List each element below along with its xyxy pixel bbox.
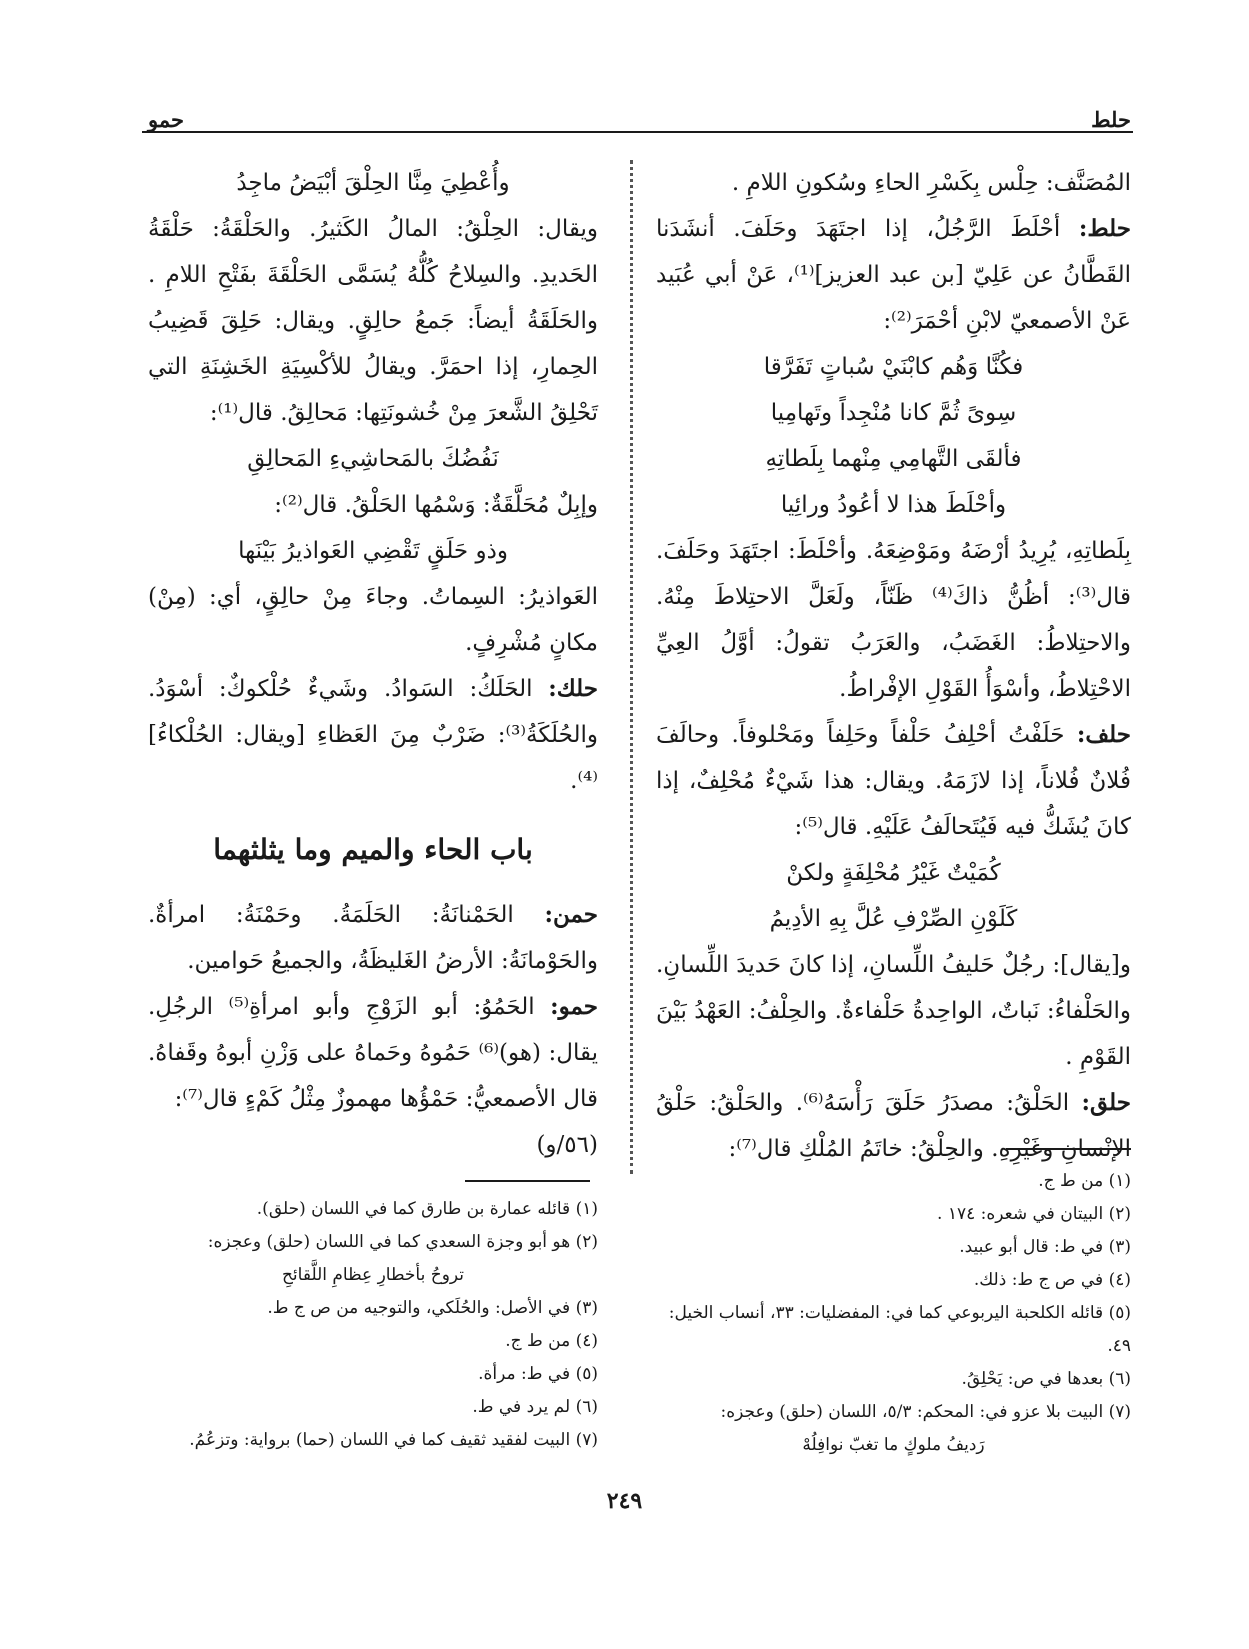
verse-line: كُمَيْتٌ غَيْرُ مُحْلِفَةٍ ولكنْ (786, 860, 1001, 886)
footnote-verse: تروحُ بأخطارِ عِظامِ اللَّقائحِ (281, 1265, 465, 1285)
entry-text: ويقال: الحِلْقُ: المالُ الكَثيرُ. والحَلْقَةُ: حَلْقَةُ الحَديدِ. والسِلاحُ كُلُّهُ يُسَمَّى الحَلْقَةَ بفَتْحِ اللامِ . والحَلَقَةُ أيضاً: جَمعُ حالِقٍ. ويقال: حَلِقَ قَضِيبُ الحِمارِ، إذا احمَرَّ. ويقالُ للأكْسِيَةِ الخَشِنَةِ التي تَحْلِقُ الشَّعرَ مِنْ خُشونَتِها: مَحالِقُ. قال⁽¹⁾: (148, 216, 598, 426)
entry-text: الحَمْنانَةُ: الحَلَمَةُ. وحَمْنَةُ: امرأةٌ. والحَوْمانَةُ: الأرضُ الغَليظَةُ، والجميعُ حَوامين. (148, 902, 598, 974)
left-column (148, 160, 598, 1168)
manuscript-ref: (٥٦/و) (536, 1132, 598, 1158)
footnote: (١) من ط ج. (1038, 1171, 1131, 1191)
footnote: (٧) البيت بلا عزو في: المحكم: ٥/٣، اللسان (حلق) وعجزه: (720, 1402, 1131, 1422)
footnote: (٢) البيتان في شعره: ١٧٤ . (937, 1204, 1131, 1224)
footnotes-left (148, 1193, 598, 1457)
headword: حلط: (1078, 215, 1131, 242)
footnote-rule (465, 1180, 590, 1182)
headword: حلف: (1076, 721, 1131, 748)
text-line: المُصَنَّف: حِلْس بِكَسْرِ الحاءِ وسُكونِ اللامِ . (731, 170, 1131, 196)
footnote: (٥) قائله الكلحبة اليربوعي كما في: المفضليات: ٣٣، أنساب الخيل: ٤٩. (668, 1303, 1131, 1356)
entry-text: حَلَفْتُ أحْلِفُ حَلْفاً وحَلِفاً ومَحْلوفاً. وحالَفَ فُلانٌ فُلاناً، إذا لازَمَهُ. ويقال: هذا شَيْءٌ مُحْلِفٌ، إذا كانَ يُشَكُّ فيه فَيُتَحالَفُ عَلَيْهِ. قال⁽⁵⁾: (656, 722, 1131, 840)
entry-text: الحَلَكُ: السَوادُ. وشَيءٌ حُلْكوكٌ: أسْوَدُ. والحُلَكَةُ⁽³⁾: ضَرْبٌ مِنَ العَظاءِ [ويقال: الحُلْكاءُ]⁽⁴⁾. (148, 676, 598, 794)
entry-hlq (656, 1080, 1131, 1172)
entry-text: و[يقال]: رجُلٌ حَليفُ اللِّسانِ، إذا كانَ حَديدَ اللِّسانِ. والحَلْفاءُ: نَباتٌ، الواحِدةُ حَلْفاءةٌ. والحِلْفُ: العَهْدُ بَيْنَ القَوْمِ . (656, 952, 1131, 1070)
footnote-verse: رَديفُ ملوكٍ ما تغبّ نوافِلُهْ (802, 1435, 985, 1455)
running-head-left: حمو (148, 107, 184, 132)
entry-text: بِلَطاتِهِ، يُرِيدُ أرْضَهُ ومَوْضِعَهُ. وأحْلَطَ: اجتَهَدَ وحَلَفَ. قال⁽³⁾: أظُنُّ ذاكَ⁽⁴⁾ ظَنّاً، ولَعَلَّ الاحتِلاطَ مِنْهُ. والاحتِلاطُ: الغَضَبُ، والعَرَبُ تقولُ: أوَّلُ العِيِّ الاحْتِلاطُ، وأسْوَأُ القَوْلِ الإفْراطُ. (656, 538, 1131, 702)
header-rule (142, 131, 1133, 133)
section-title: باب الحاء والميم وما يثلثهما (213, 833, 533, 866)
footnote: (٤) من ط ج. (505, 1331, 598, 1351)
column-divider (630, 160, 633, 1174)
verse-line: وأحْلَطَ هذا لا أعُودُ ورائِيا (780, 492, 1007, 518)
footnote-rule (1006, 1148, 1131, 1150)
right-column (656, 160, 1131, 1172)
verse-line: وأُعْطِيَ مِنَّا الحِلْقَ أبْيَضُ ماجِدُ (236, 170, 510, 196)
entry-text: أحْلَطَ الرَّجُلُ، إذا اجتَهَدَ وحَلَفَ. أنشَدَنا القَطَّانُ عن عَلِيّ [بن عبد العزيز]⁽¹⁾، عَنْ أبي عُبَيد عَنْ الأصمعيّ لابْنِ أحْمَرَ⁽²⁾: (656, 216, 1131, 334)
footnote: (٢) هو أبو وجزة السعدي كما في اللسان (حلق) وعجزه: (207, 1232, 598, 1252)
running-head-right: حلط (1091, 107, 1131, 132)
verse-line: نَفُضُكَ بالمَحاشِيءِ المَحالِقِ (247, 446, 499, 472)
entry-hlk (148, 666, 598, 804)
entry-text: الحَمُوُ: أبو الزَوْجِ وأبو امرأةِ⁽⁵⁾ الرجُلِ. يقال: (هو)⁽⁶⁾ حَمُوهُ وحَماهُ على وَزْنِ أبوهُ وقَفاهُ. قال الأصمعيُّ: حَمْؤُها مهموزٌ مِثْلُ كَمْءٍ قال⁽⁷⁾: (148, 994, 598, 1112)
footnote: (٣) في ط: قال أبو عبيد. (959, 1237, 1131, 1257)
footnote: (١) قائله عمارة بن طارق كما في اللسان (حلق). (256, 1199, 598, 1219)
entry-text: العَواذيرُ: السِماتُ. وجاءَ مِنْ حالِقٍ، أي: (مِنْ) مكانٍ مُشْرِفٍ. (148, 584, 598, 656)
footnote: (٦) لم يرد في ط. (472, 1397, 598, 1417)
footnote: (٤) في ص ج ط: ذلك. (973, 1270, 1131, 1290)
entry-hmw (148, 984, 598, 1122)
entry-text: وإبِلٌ مُحَلَّقَةٌ: وَسْمُها الحَلْقُ. قال⁽²⁾: (274, 492, 598, 518)
entry-hlt (656, 206, 1131, 344)
verse-line: فكُنَّا وَهُم كابْنَيْ سُباتٍ تَفَرَّقا (763, 354, 1024, 380)
footnote: (٧) البيت لفقيد ثقيف كما في اللسان (حما) برواية: وتزعُمُ. (189, 1430, 598, 1450)
footnote: (٦) بعدها في ص: يَحْلِقُ. (961, 1369, 1131, 1389)
page-number: ٢٤٩ (606, 1488, 643, 1514)
footnote: (٣) في الأصل: والحُلَكي، والتوجيه من ص ج ط. (267, 1298, 598, 1318)
headword: حمن: (544, 901, 598, 928)
entry-text: الحَلْقُ: مصدَرُ حَلَقَ رَأْسَهُ⁽⁶⁾. والحَلْقُ: حَلْقُ الإنْسانِ وغَيْرِهِ. والحِلْقُ: خاتَمُ المُلْكِ قال⁽⁷⁾: (656, 1090, 1131, 1162)
footnote: (٥) في ط: مرأة. (478, 1364, 598, 1384)
verse-line: فألقَى التَّهامِي مِنْهما بِلَطاتِهِ (765, 446, 1022, 472)
headword: حمو: (550, 993, 599, 1020)
entry-hmn (148, 892, 598, 984)
headword: حلك: (548, 675, 598, 702)
footnotes-right (656, 1165, 1131, 1462)
entry-hlf (656, 712, 1131, 850)
headword: حلق: (1081, 1089, 1132, 1116)
verse-line: سِوىً ثُمَّ كانا مُنْجِداً وتَهامِيا (770, 400, 1017, 426)
verse-line: كَلَوْنِ الصِّرْفِ عُلَّ بِهِ الأدِيمُ (769, 906, 1018, 932)
verse-line: وذو حَلَقٍ تَقْضِي العَواذيرُ بَيْنَها (238, 538, 508, 564)
